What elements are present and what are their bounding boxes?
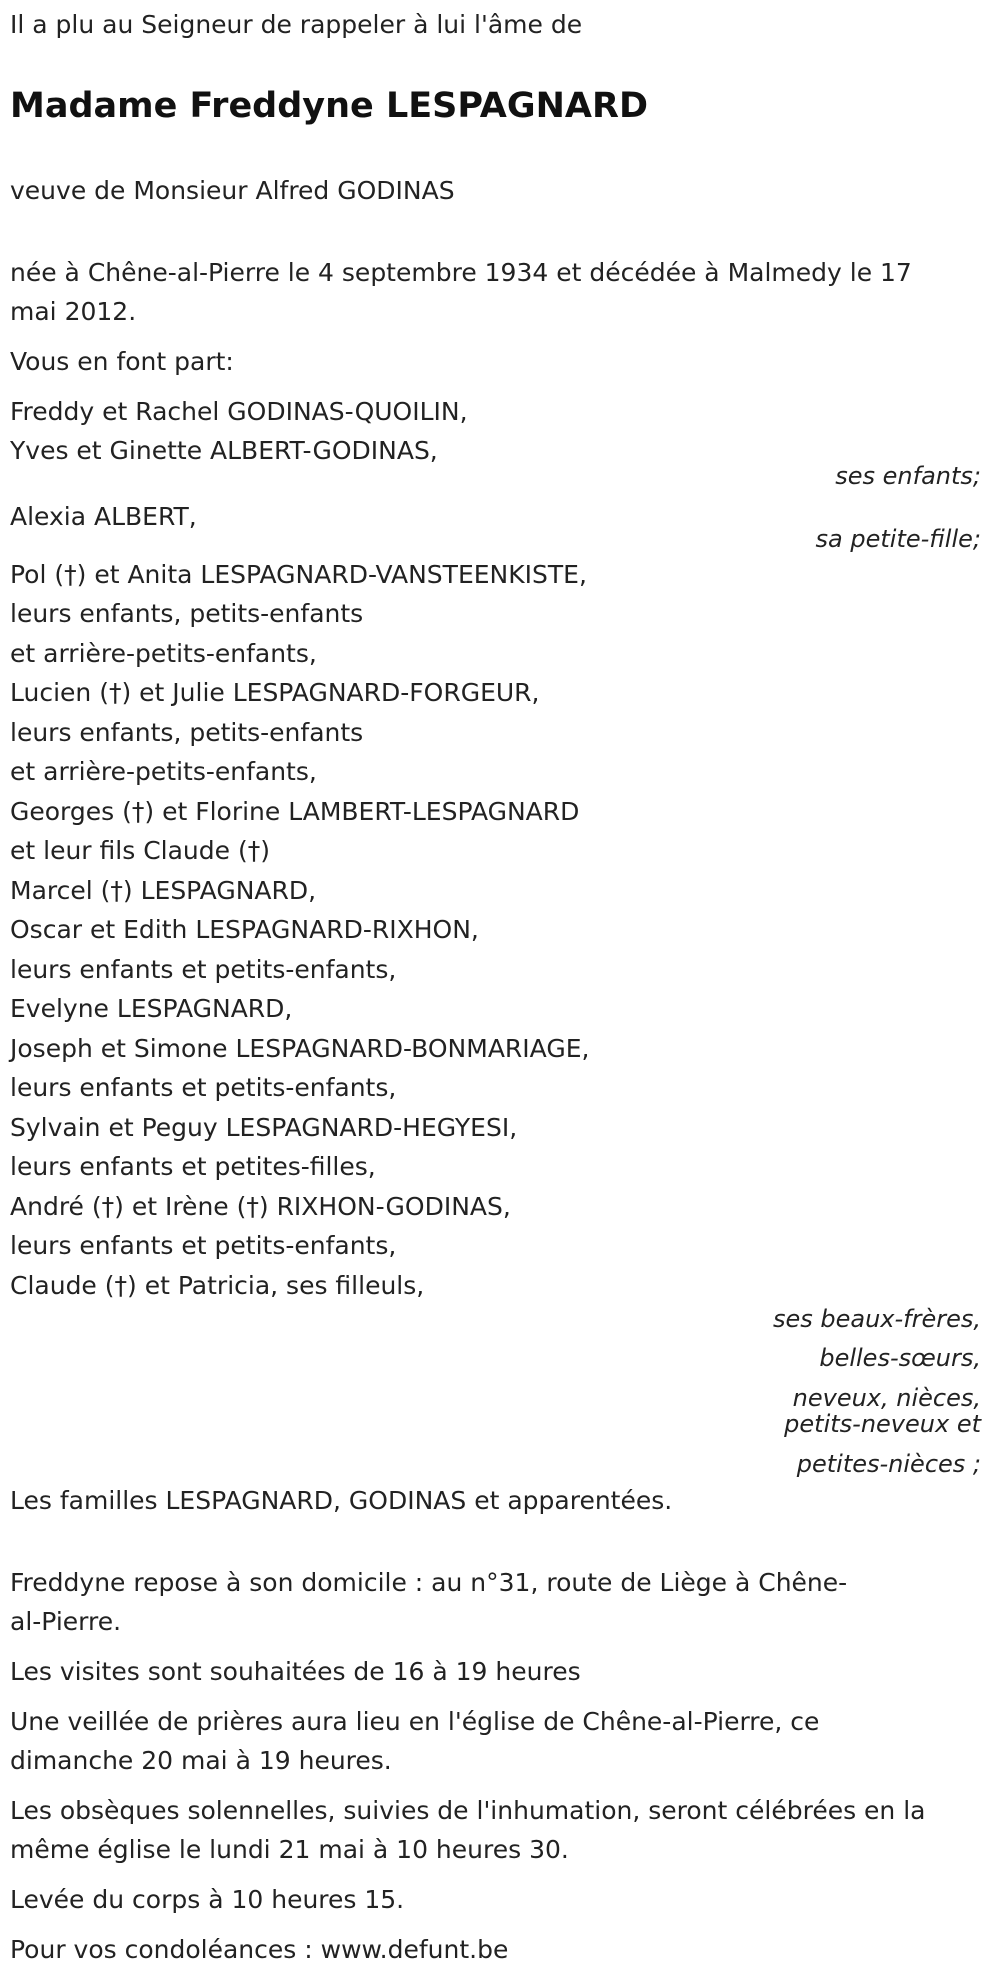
rest-place-line-1: Freddyne repose à son domicile : au n°31, route de Liège à Chêne- (10, 1568, 848, 1597)
vigil-line-2: dimanche 20 mai à 19 heures. (10, 1746, 392, 1775)
sibling-line: André (†) et Irène (†) RIXHON-GODINAS, (10, 1192, 511, 1221)
families-text: Les familles LESPAGNARD, GODINAS et apparentées. (10, 1486, 673, 1515)
siblings-role-line: petits-neveux et (784, 1410, 981, 1438)
sibling-line: et arrière-petits-enfants, (10, 757, 317, 786)
rest-place-line-2: al-Pierre. (10, 1607, 122, 1636)
widow-of-text: veuve de Monsieur Alfred GODINAS (10, 176, 455, 205)
intro-text: Il a plu au Seigneur de rappeler à lui l'âme de (10, 10, 583, 39)
body-lift-text: Levée du corps à 10 heures 15. (10, 1885, 405, 1914)
sibling-line: et arrière-petits-enfants, (10, 639, 317, 668)
sibling-line: Georges (†) et Florine LAMBERT-LESPAGNARD (10, 797, 580, 826)
grandchild-role: sa petite-fille; (815, 525, 981, 553)
vigil-line-1: Une veillée de prières aura lieu en l'église de Chêne-al-Pierre, ce (10, 1707, 820, 1736)
siblings-role-line: neveux, nièces, (792, 1384, 981, 1412)
children-line-1: Freddy et Rachel GODINAS-QUOILIN, (10, 397, 468, 426)
condolences-text: Pour vos condoléances : www.defunt.be (10, 1935, 509, 1964)
grandchild-line: Alexia ALBERT, (10, 502, 197, 531)
sibling-line: Oscar et Edith LESPAGNARD-RIXHON, (10, 915, 479, 944)
sibling-line: Lucien (†) et Julie LESPAGNARD-FORGEUR, (10, 678, 540, 707)
funeral-line-1: Les obsèques solennelles, suivies de l'inhumation, seront célébrées en la (10, 1796, 926, 1825)
sibling-line: leurs enfants et petites-filles, (10, 1152, 376, 1181)
children-role: ses enfants; (835, 462, 981, 490)
birth-death-line-2: mai 2012. (10, 297, 137, 326)
siblings-role-line: petites-nièces ; (796, 1450, 981, 1478)
funeral-line-2: même église le lundi 21 mai à 10 heures 30. (10, 1835, 569, 1864)
birth-death-line-1: née à Chêne-al-Pierre le 4 septembre 1934 et décédée à Malmedy le 17 (10, 258, 912, 287)
sibling-line: Pol (†) et Anita LESPAGNARD-VANSTEENKISTE, (10, 560, 587, 589)
sibling-line: et leur fils Claude (†) (10, 836, 270, 865)
sibling-line: leurs enfants et petits-enfants, (10, 955, 397, 984)
siblings-role-line: belles-sœurs, (819, 1344, 981, 1372)
deceased-name: Madame Freddyne LESPAGNARD (10, 86, 648, 126)
sibling-line: leurs enfants et petits-enfants, (10, 1073, 397, 1102)
children-line-2: Yves et Ginette ALBERT-GODINAS, (10, 436, 438, 465)
sibling-line: leurs enfants et petits-enfants, (10, 1231, 397, 1260)
announcers-intro: Vous en font part: (10, 347, 234, 376)
sibling-line: Sylvain et Peguy LESPAGNARD-HEGYESI, (10, 1113, 518, 1142)
siblings-role-line: ses beaux-frères, (772, 1305, 981, 1333)
sibling-line: Marcel (†) LESPAGNARD, (10, 876, 317, 905)
visits-text: Les visites sont souhaitées de 16 à 19 heures (10, 1657, 581, 1686)
sibling-line: Joseph et Simone LESPAGNARD-BONMARIAGE, (10, 1034, 590, 1063)
sibling-line: leurs enfants, petits-enfants (10, 599, 364, 628)
sibling-line: leurs enfants, petits-enfants (10, 718, 364, 747)
sibling-line: Claude (†) et Patricia, ses filleuls, (10, 1271, 425, 1300)
sibling-line: Evelyne LESPAGNARD, (10, 994, 293, 1023)
